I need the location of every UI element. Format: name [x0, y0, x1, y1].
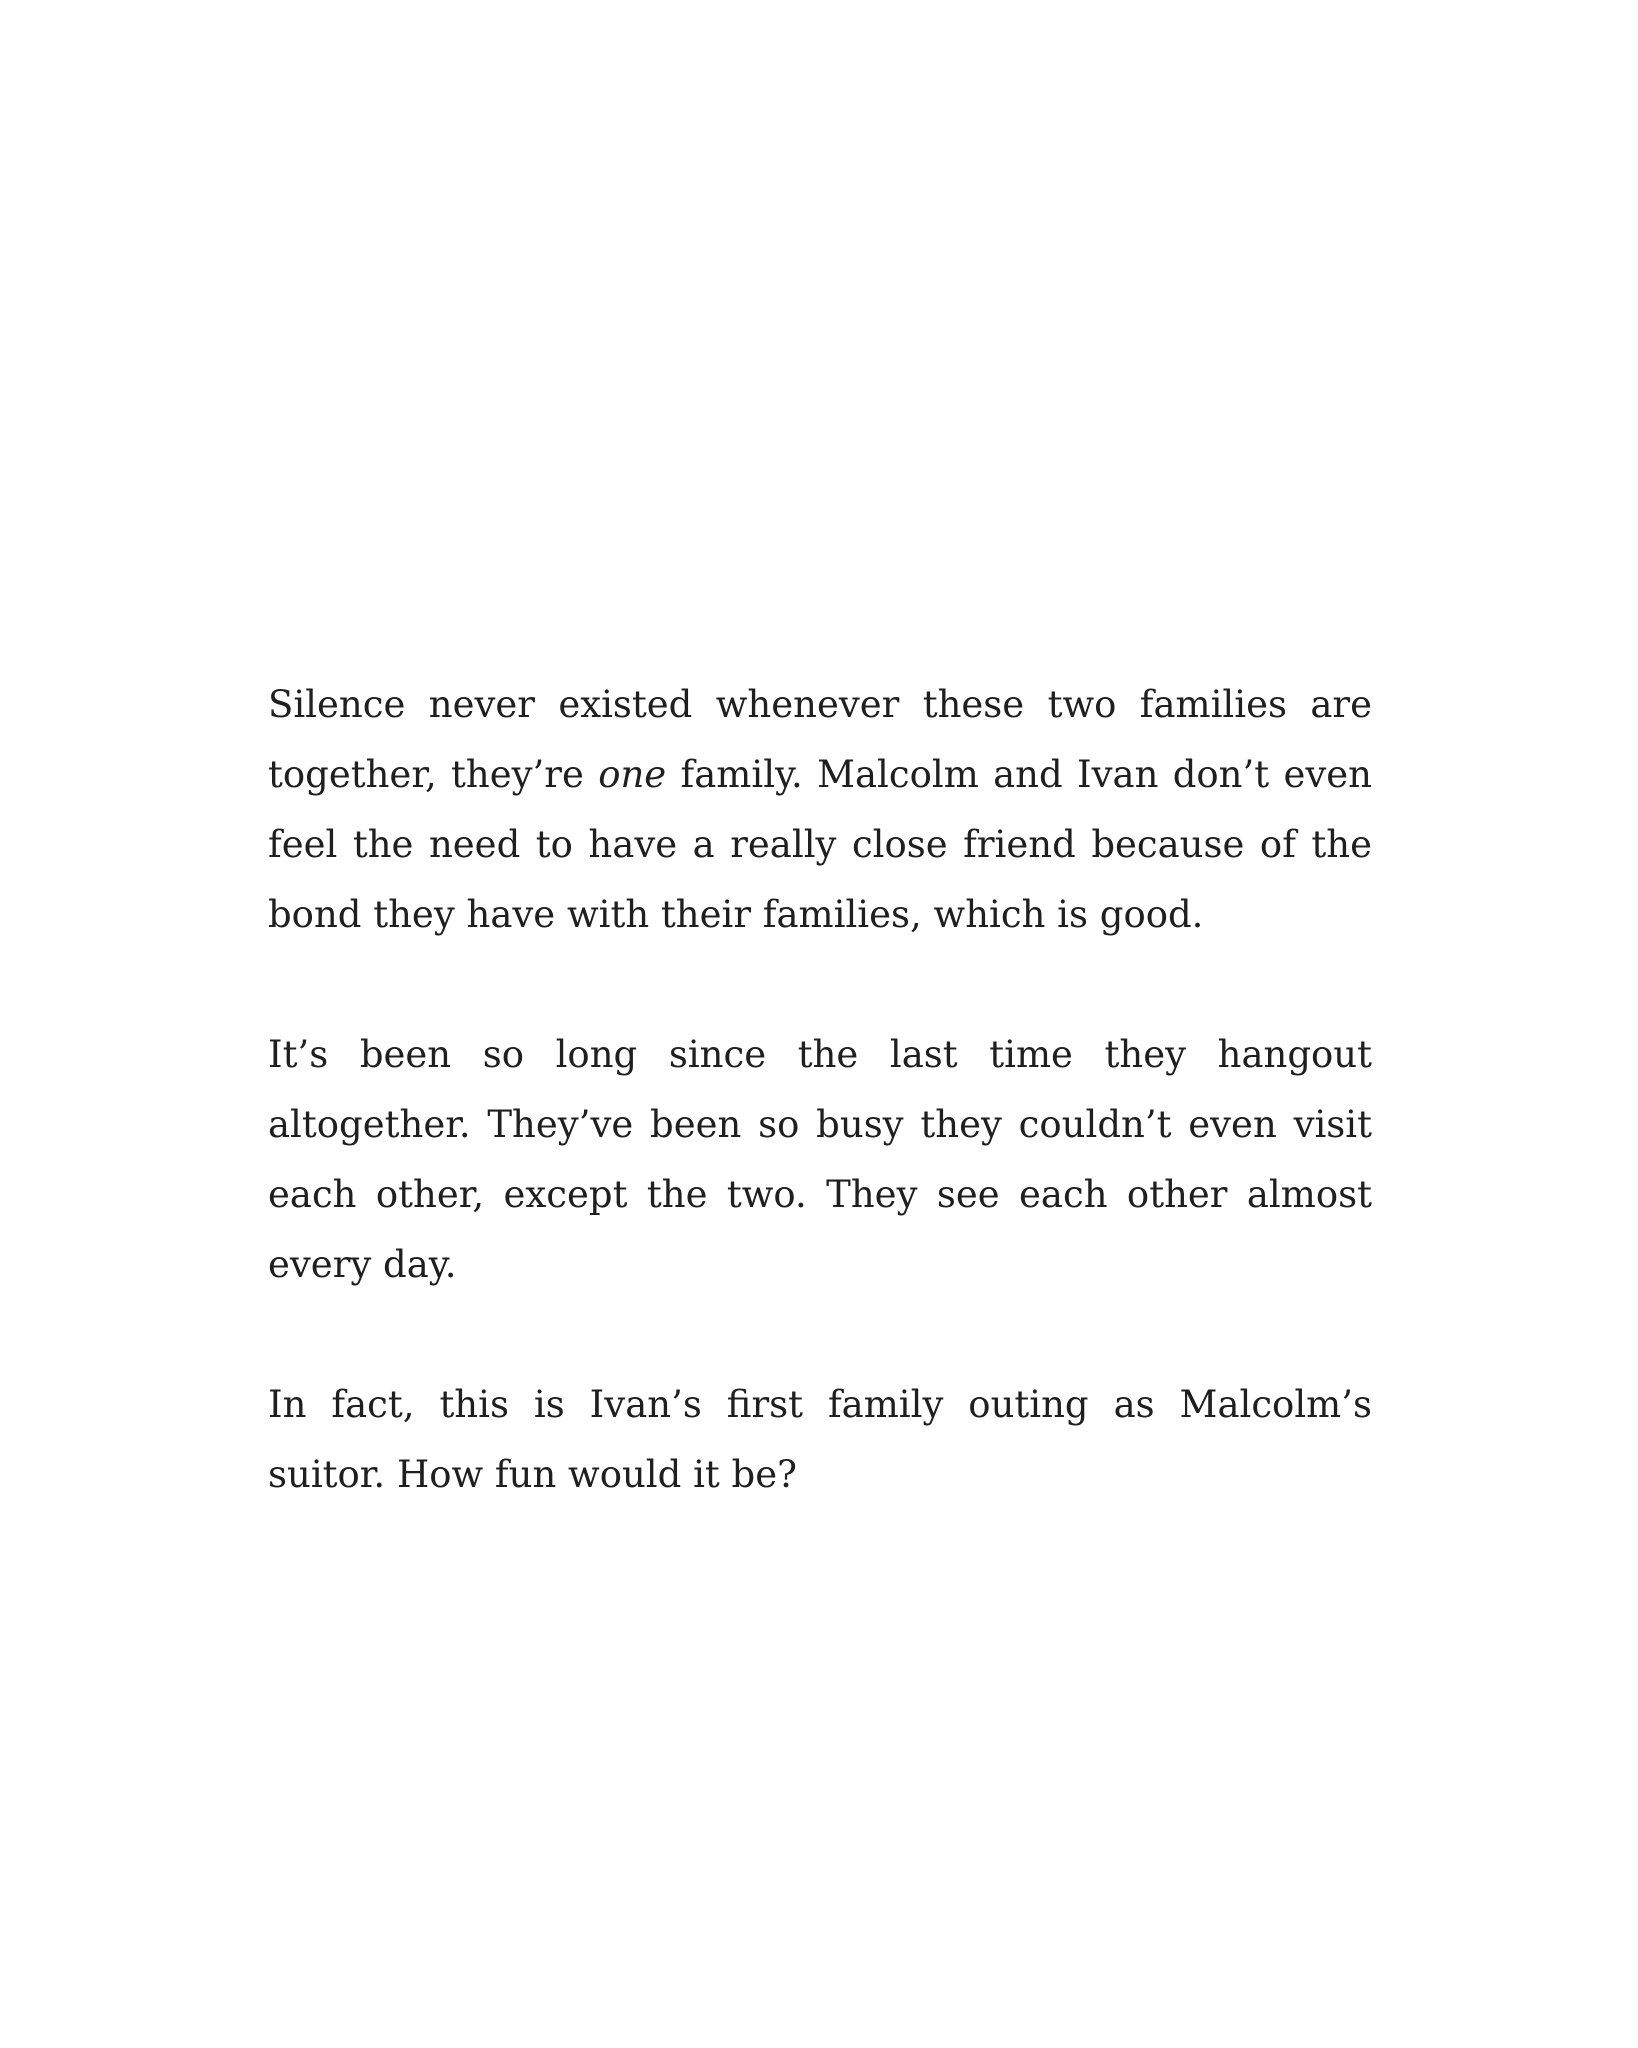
paragraph-1: [268, 670, 1372, 950]
paragraph-2: It’s been so long since the last time they hangout altogether. They’ve been so busy they couldn’t even visit each other, except the two. They see each other almost every day.: [268, 1033, 1372, 1286]
paragraph-3: In fact, this is Ivan’s first family outing as Malcolm’s suitor. How fun would it be?: [268, 1383, 1372, 1496]
paragraph-1-text-start: Silence never existed whenever these two families are together, they’re: [268, 683, 1372, 796]
paragraph-1-text-end: family. Malcolm and Ivan don’t even feel the need to have a really close friend because of the bond they have with their families, which is good.: [268, 753, 1372, 936]
body-text: [268, 670, 1372, 1510]
emphasis-one: one: [598, 753, 667, 796]
